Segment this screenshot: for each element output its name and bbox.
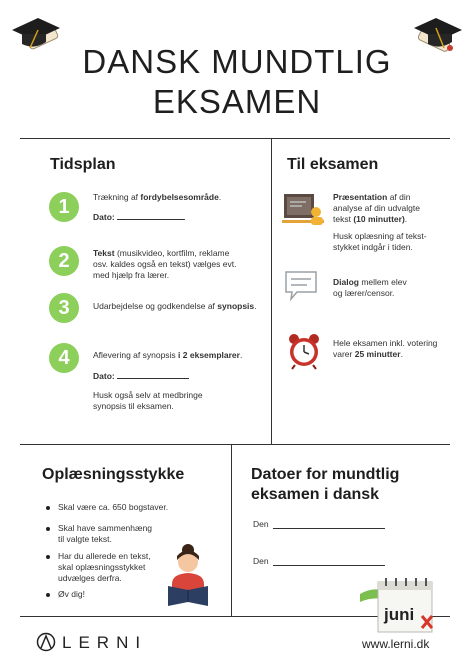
date-line-1[interactable] [273,519,385,529]
til-eksamen-item-1: Præsentation af din analyse af din udvalgte tekst (10 minutter). Husk oplæsning af tekst- stykket indgår i tiden. [333,192,427,252]
footer-url[interactable]: www.lerni.dk [362,637,430,651]
step-1-text: Trækning af fordybelsesområde. [93,192,222,202]
step-2-text: Tekst (musikvideo, kortfilm, reklame osv. kaldes også en tekst) vælges evt. med hjælp fra lærer. [93,248,237,280]
oplaesning-bullet-4: Øv dig! [58,589,85,599]
date-label-2: Den [253,556,269,566]
date-label-1: Den [253,519,269,529]
calendar-icon [360,572,440,636]
date-line-2[interactable] [273,556,385,566]
bullet [46,506,50,510]
divider [231,444,232,616]
step-1-date: Dato: [93,212,185,223]
page-title-line2: EKSAMEN [152,83,322,120]
bullet [46,593,50,597]
oplaesning-heading: Oplæsningsstykke [42,466,185,483]
bullet [46,527,50,531]
step-4-text: Aflevering af synopsis i 2 eksemplarer. [93,350,243,360]
footer-brand: LERNI [62,633,148,652]
datoer-heading: Datoer for mundtlig [251,466,400,483]
speech-bubble-icon [283,270,319,302]
oplaesning-bullet-1: Skal være ca. 650 bogstaver. [58,502,169,512]
divider [20,138,450,139]
step-number-1: 1 [49,192,79,222]
step-3-text: Udarbejdelse og godkendelse af synopsis. [93,301,257,311]
step-number-2: 2 [49,246,79,276]
divider [20,444,450,445]
tidsplan-heading: Tidsplan [50,156,116,173]
alarm-clock-icon [286,332,322,370]
til-eksamen-heading: Til eksamen [287,156,379,173]
step-number-3: 3 [49,293,79,323]
calendar-month: juni [384,605,415,624]
lerni-logo-icon [36,632,56,652]
page-title: DANSK MUNDTLIG [82,43,392,80]
oplaesning-bullet-3: Har du allerede en tekst, skal oplæsningsstykket udvælges derfra. [58,551,151,583]
til-eksamen-item-3: Hele eksamen inkl. votering varer 25 minutter. [333,338,438,359]
step-4-date: Dato: [93,371,189,382]
oplaesning-bullet-2: Skal have sammenhæng til valgte tekst. [58,523,153,544]
step-4-note: Husk også selv at medbringe synopsis til eksamen. [93,390,203,411]
til-eksamen-item-2: Dialog mellem elev og lærer/censor. [333,277,407,298]
bullet [46,555,50,559]
reading-student-icon [164,542,212,608]
presentation-board-icon [282,192,326,228]
step-number-4: 4 [49,343,79,373]
datoer-heading-line2: eksamen i dansk [251,486,380,503]
divider [271,138,272,444]
